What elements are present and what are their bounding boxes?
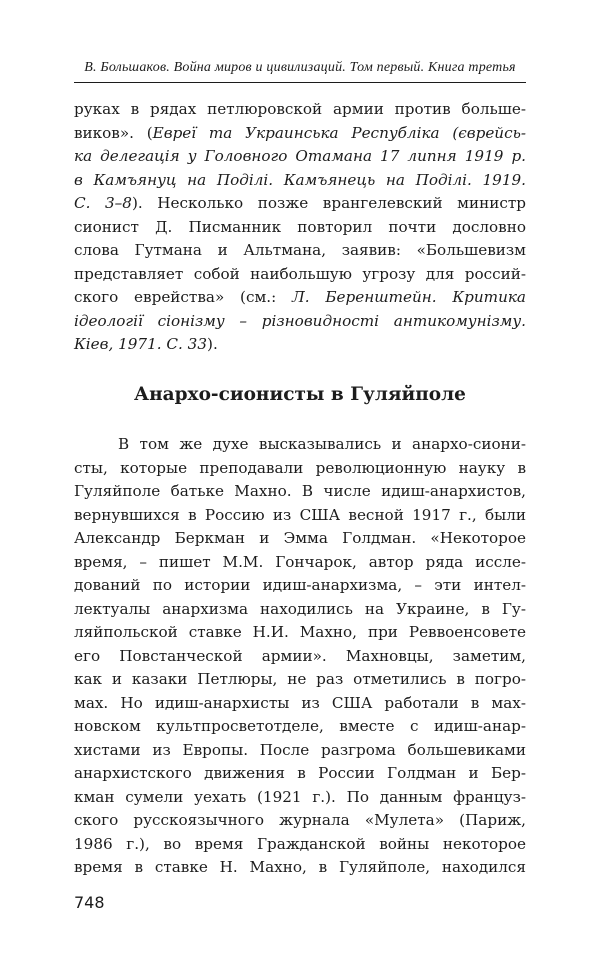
text-line: 1986 г.), во время Гражданской войны некоторое	[74, 834, 526, 853]
text-line: дований по истории идиш-анархизма, – эти интел-	[74, 576, 526, 594]
citation-line: ка делегація у Головного Отамана 17 липня 1919 р.	[74, 147, 526, 165]
text-line: лектуалы анархизма находились на Украине, в Гу-	[74, 599, 526, 618]
text-line: мах. Но идиш-анархисты из США работали в мах-	[74, 693, 526, 712]
page-number: 748	[74, 893, 105, 912]
text-line: Гуляйполе батьке Махно. В числе идиш-анархистов,	[74, 482, 526, 500]
citation-italic: Кіев, 1971. С. 33	[74, 335, 208, 353]
citation-line: в Камъянуц на Поділі. Камъянець на Поділі. 1919.	[74, 170, 526, 189]
text-line: представляет собой наибольшую угрозу для россий-	[74, 264, 526, 283]
text-segment: ского еврейства» (см.:	[74, 288, 293, 306]
text-line: В том же духе высказывались и анархо-сиони-	[118, 435, 526, 453]
text-line: ляйпольской ставке Н.И. Махно, при Реввоенсовете	[74, 623, 526, 641]
citation-italic: Евреї та Украинська Республіка (єврейсь-	[152, 123, 526, 142]
citation-italic: С. 3–8	[74, 194, 132, 212]
citation-line: ідеології сіонізму – різновидності антикомунізму.	[74, 311, 526, 330]
text-line: сионист Д. Писманник повторил почти дословно	[74, 217, 526, 236]
text-segment: ).	[207, 335, 218, 353]
text-line: его Повстанческой армии». Махновцы, заметим,	[74, 646, 526, 665]
text-line	[74, 192, 526, 216]
text-line: сты, которые преподавали революционную науку в	[74, 458, 526, 477]
citation-italic: Л. Беренштейн. Критика	[292, 288, 526, 306]
section-heading: Анархо-сионисты в Гуляйполе	[134, 384, 466, 405]
text-line: кман сумели уехать (1921 г.). По данным француз-	[74, 787, 526, 806]
text-line: руках в рядах петлюровской армии против больше-	[74, 100, 526, 118]
paragraph-body	[74, 433, 526, 880]
text-segment: виков». (	[74, 123, 153, 142]
text-line	[74, 333, 526, 357]
text-line: ского русскоязычного журнала «Мулета» (Париж,	[74, 811, 526, 829]
text-line	[74, 122, 526, 146]
text-line: время в ставке Н. Махно, в Гуляйполе, находился	[74, 858, 526, 876]
text-line: хистами из Европы. После разгрома большевиками	[74, 740, 526, 759]
paragraph-continued	[74, 98, 526, 357]
header-rule	[74, 82, 526, 83]
running-head: В. Большаков. Война миров и цивилизаций. Том первый. Книга третья	[84, 60, 516, 75]
text-line: как и казаки Петлюры, не раз отметились в погро-	[74, 670, 526, 688]
text-segment: ). Несколько позже врангелевский министр	[131, 194, 526, 212]
text-line: Александр Беркман и Эмма Голдман. «Некоторое	[74, 529, 526, 547]
text-line: новском культпросветотделе, вместе с идиш-анар-	[74, 717, 526, 735]
text-line: слова Гутмана и Альтмана, заявив: «Большевизм	[74, 241, 526, 259]
text-line: вернувшихся в Россию из США весной 1917 г., были	[74, 505, 526, 524]
text-line	[74, 286, 526, 310]
text-line: время, – пишет М.М. Гончарок, автор ряда иссле-	[74, 552, 526, 571]
text-line: анархистского движения в России Голдман и Бер-	[74, 764, 526, 782]
